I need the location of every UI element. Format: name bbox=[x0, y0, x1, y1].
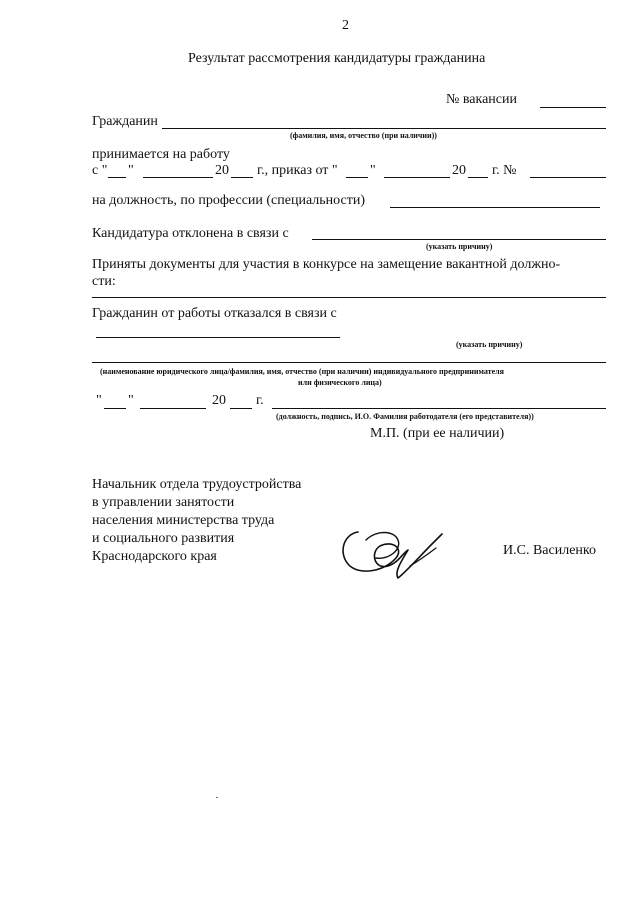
position-label: на должность, по профессии (специальности) bbox=[92, 193, 365, 208]
stamp-text: М.П. (при ее наличии) bbox=[370, 426, 505, 441]
official-name: И.С. Василенко bbox=[503, 543, 596, 558]
year-line bbox=[231, 177, 253, 178]
documents-line1: Приняты документы для участия в конкурсе на замещение вакантной должно- bbox=[92, 257, 561, 272]
rejected-label: Кандидатура отклонена в связи с bbox=[92, 226, 289, 241]
order-number-line bbox=[530, 177, 606, 178]
documents-line bbox=[92, 297, 606, 298]
rejected-hint: (указать причину) bbox=[426, 242, 493, 251]
refused-line bbox=[96, 337, 340, 338]
bottom-year: 20 bbox=[212, 393, 226, 408]
page-number: 2 bbox=[342, 18, 349, 33]
scan-dot bbox=[216, 797, 218, 798]
day-line bbox=[108, 177, 126, 178]
order-year-prefix: 20 bbox=[452, 163, 466, 178]
employer-hint-1: (наименование юридического лица/фамилия, имя, отчество (при наличии) индивидуального предпринимателя bbox=[100, 367, 504, 376]
citizen-label: Гражданин bbox=[92, 114, 158, 129]
month-line bbox=[143, 177, 213, 178]
handwritten-signature bbox=[336, 520, 446, 585]
bottom-quote-close: " bbox=[128, 393, 134, 408]
date-prefix: с " bbox=[92, 163, 108, 178]
refused-label: Гражданин от работы отказался в связи с bbox=[92, 306, 337, 321]
bottom-quote-open: " bbox=[96, 393, 102, 408]
bottom-month-line bbox=[140, 408, 206, 409]
official-title-1: Начальник отдела трудоустройства bbox=[92, 477, 302, 492]
citizen-hint: (фамилия, имя, отчество (при наличии)) bbox=[290, 131, 437, 140]
position-line bbox=[390, 207, 600, 208]
refused-hint: (указать причину) bbox=[456, 340, 523, 349]
order-day-line bbox=[346, 177, 368, 178]
document-title: Результат рассмотрения кандидатуры гражданина bbox=[188, 51, 486, 66]
year-prefix: 20 bbox=[215, 163, 229, 178]
official-title-4: и социального развития bbox=[92, 531, 235, 546]
vacancy-line bbox=[540, 107, 606, 108]
bottom-day-line bbox=[104, 408, 126, 409]
bottom-g: г. bbox=[256, 393, 264, 408]
bottom-year-line bbox=[230, 408, 252, 409]
citizen-line bbox=[162, 128, 606, 129]
rejected-line bbox=[312, 239, 606, 240]
vacancy-label: № вакансии bbox=[446, 92, 517, 107]
employer-hint-2: или физического лица) bbox=[298, 378, 382, 387]
official-title-2: в управлении занятости bbox=[92, 495, 235, 510]
order-month-line bbox=[384, 177, 450, 178]
official-title-5: Краснодарского края bbox=[92, 549, 217, 564]
documents-line2: сти: bbox=[92, 274, 116, 289]
date-quote-close: " bbox=[128, 163, 134, 178]
order-year-line bbox=[468, 177, 488, 178]
order-quote-close: " bbox=[370, 163, 376, 178]
signature-line bbox=[272, 408, 606, 409]
hired-label: принимается на работу bbox=[92, 147, 230, 162]
employer-line bbox=[92, 362, 606, 363]
order-number-label: г. № bbox=[492, 163, 517, 178]
order-text: г., приказ от " bbox=[257, 163, 338, 178]
official-title-3: населения министерства труда bbox=[92, 513, 275, 528]
signature-hint: (должность, подпись, И.О. Фамилия работодателя (его представителя)) bbox=[276, 412, 534, 421]
